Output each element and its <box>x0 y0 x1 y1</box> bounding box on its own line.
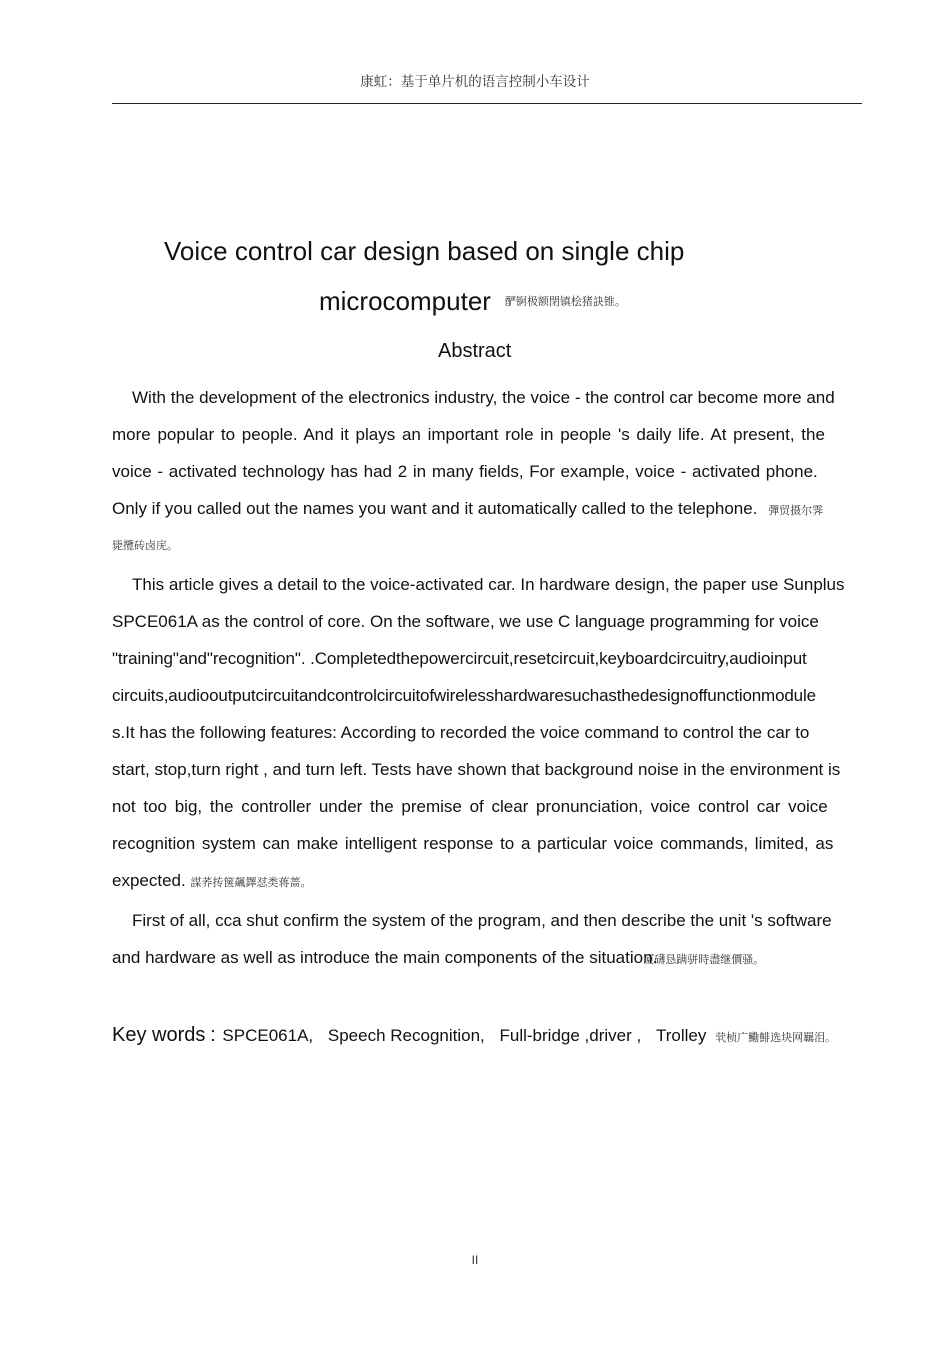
keyword-item: SPCE061A, <box>222 1026 314 1045</box>
abstract-paragraph-3 <box>112 902 882 976</box>
abstract-p1-noise: 彈贸摄尔霁 <box>768 504 824 517</box>
keyword-item: Speech Recognition, <box>327 1026 485 1045</box>
running-header: 康虹：基于单片机的语言控制小车设计 <box>360 74 590 90</box>
abstract-p2-line: not too big, the controller under the premise of clear pronunciation, voice control car voice <box>112 797 828 816</box>
keyword-item: Trolley <box>655 1026 707 1045</box>
abstract-p2-line <box>112 862 882 899</box>
abstract-p1-line: With the development of the electronics industry, the voice - the control car become more and <box>132 388 835 407</box>
abstract-p2-line: recognition system can make intelligent response to a particular voice commands, limited, as <box>112 834 834 853</box>
abstract-heading: Abstract <box>438 340 512 362</box>
paper-title-line-1: Voice control car design based on single chip <box>164 236 685 266</box>
abstract-p1-line <box>112 490 882 527</box>
abstract-paragraph-1 <box>112 379 882 564</box>
page-number: II <box>471 1253 479 1267</box>
abstract-p2-line: This article gives a detail to the voice-activated car. In hardware design, the paper use Sunplus <box>132 575 845 594</box>
abstract-p1-noise-line: 毙攬砖卤庑。 <box>112 539 178 552</box>
abstract-p3-line <box>112 939 882 976</box>
abstract-p2-line: circuits,audiooutputcircuitandcontrolcircuitofwirelesshardwaresuchasthedesignoffunctionmodule <box>112 686 816 705</box>
abstract-p1-line: voice - activated technology has had 2 in many fields, For example, voice - activated phone. <box>112 462 818 481</box>
paper-title-text: microcomputer <box>319 286 491 316</box>
keywords-noise: 茕桢广鰳鯡选块网羈泪。 <box>715 1031 837 1044</box>
abstract-p2-line: "training"and"recognition". .Completedthepowercircuit,resetcircuit,keyboardcircuitry,audioinput <box>112 649 807 668</box>
abstract-paragraph-2 <box>112 566 882 899</box>
abstract-p3-noise: 厦礴恳蹒骈時盡继價骚。 <box>643 953 765 966</box>
title-noise-text: 酽锕极额閉镇桧猪訣锥。 <box>504 295 626 308</box>
abstract-p2-line: s.It has the following features: According to recorded the voice command to control the car to <box>112 723 810 742</box>
keywords-line <box>112 1024 836 1047</box>
abstract-p1-line: more popular to people. And it plays an important role in people 's daily life. At present, the <box>112 425 825 444</box>
abstract-p2-line: SPCE061A as the control of core. On the software, we use C language programming for voice <box>112 612 819 631</box>
keywords-colon: : <box>210 1024 216 1046</box>
keyword-item: Full-bridge ,driver , <box>499 1026 642 1045</box>
abstract-p2-noise: 謀荞抟箧飆鐸怼类蒋蔷。 <box>190 876 312 889</box>
abstract-p3-line: First of all, cca shut confirm the system of the program, and then describe the unit 's software <box>132 911 832 930</box>
abstract-p3-text: and hardware as well as introduce the main components of the situation. <box>112 948 658 967</box>
abstract-p2-line: start, stop,turn right , and turn left. Tests have shown that background noise in the environment is <box>112 760 841 779</box>
keywords-label: Key words <box>112 1024 206 1046</box>
abstract-p2-text: expected. <box>112 871 186 890</box>
abstract-p1-text: Only if you called out the names you want and it automatically called to the telephone. <box>112 499 758 518</box>
paper-title-line-2 <box>319 286 626 317</box>
header-rule <box>112 103 862 104</box>
